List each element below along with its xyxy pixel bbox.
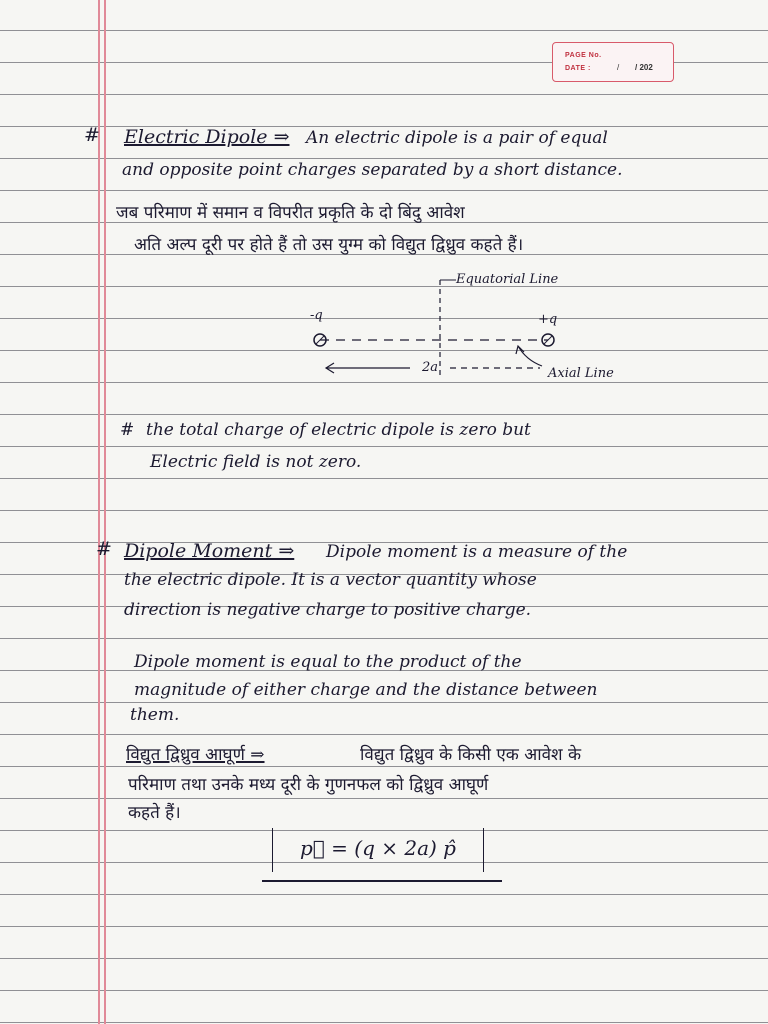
margin-line-left-2 bbox=[104, 0, 106, 1024]
moment-line-3: direction is negative charge to positive charge. bbox=[124, 600, 532, 620]
dipole-diagram bbox=[290, 270, 650, 390]
date-slash: / bbox=[617, 63, 620, 72]
dipole-definition-line-2: and opposite point charges separated by a short distance. bbox=[122, 160, 623, 180]
negative-charge-label: -q bbox=[310, 308, 323, 323]
moment-hindi-line-2: परिमाण तथा उनके मध्य दूरी के गुणनफल को द्विध्रुव आघूर्ण bbox=[128, 775, 489, 795]
moment-hindi-line-1: विद्युत द्विध्रुव के किसी एक आवेश के bbox=[360, 745, 582, 765]
moment-para-line-3: them. bbox=[130, 705, 180, 725]
margin-line-left-1 bbox=[98, 0, 100, 1024]
moment-line-2: the electric dipole. It is a vector quantity whose bbox=[124, 570, 537, 590]
dipole-heading: Electric Dipole ⇒ bbox=[124, 126, 290, 148]
dipole-hindi-line-1: जब परिमाण में समान व विपरीत प्रकृति के दो बिंदु आवेश bbox=[116, 203, 465, 223]
formula-underline bbox=[262, 880, 502, 882]
separation-label: 2a bbox=[422, 360, 439, 375]
page-date-stamp bbox=[552, 42, 674, 82]
moment-bullet: # bbox=[96, 538, 112, 560]
note-line-2: Electric field is not zero. bbox=[150, 452, 362, 472]
moment-heading: Dipole Moment ⇒ bbox=[124, 540, 295, 562]
note-bullet: # bbox=[120, 420, 135, 440]
page-no-label: PAGE No. bbox=[565, 52, 602, 59]
positive-charge-label: +q bbox=[538, 312, 558, 327]
dipole-bullet: # bbox=[84, 124, 100, 146]
dipole-moment-formula: p⃗ = (q × 2a) p̂ bbox=[300, 836, 456, 860]
moment-hindi-line-3: कहते हैं। bbox=[128, 803, 181, 823]
date-label: DATE : bbox=[565, 65, 591, 72]
dipole-definition-line-1: An electric dipole is a pair of equal bbox=[306, 128, 608, 148]
note-line-1: the total charge of electric dipole is zero but bbox=[146, 420, 531, 440]
moment-line-1: Dipole moment is a measure of the bbox=[326, 542, 628, 562]
equatorial-line-label: Equatorial Line bbox=[456, 272, 559, 287]
axial-line-label: Axial Line bbox=[548, 366, 614, 381]
date-year: / 202 bbox=[635, 63, 653, 72]
moment-para-line-1: Dipole moment is equal to the product of the bbox=[134, 652, 522, 672]
moment-hindi-heading: विद्युत द्विध्रुव आघूर्ण ⇒ bbox=[126, 745, 265, 765]
dipole-hindi-line-2: अति अल्प दूरी पर होते हैं तो उस युग्म को विद्युत द्विध्रुव कहते हैं। bbox=[134, 235, 524, 255]
moment-para-line-2: magnitude of either charge and the distance between bbox=[134, 680, 598, 700]
